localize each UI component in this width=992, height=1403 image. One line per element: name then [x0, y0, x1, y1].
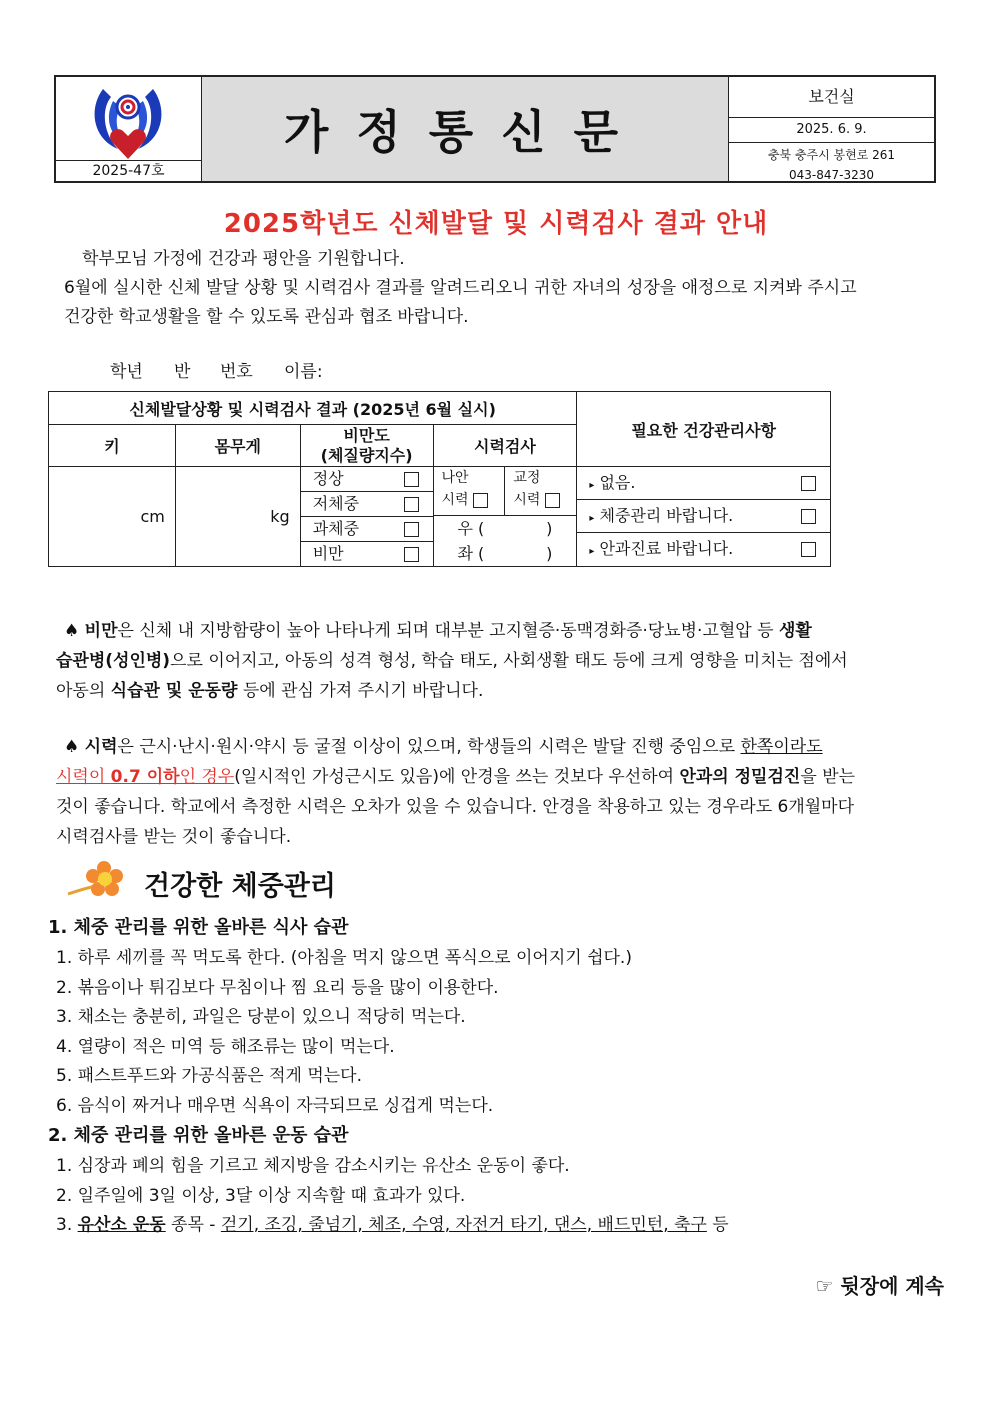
vision-note — [56, 732, 946, 852]
newsletter-title: 가정통신문 — [202, 77, 729, 181]
diet-item: 5. 패스트푸드와 가공식품은 적게 먹는다. — [56, 1066, 362, 1086]
obesity-option-label: 과체중 — [312, 519, 360, 538]
diet-item: 6. 음식이 짜거나 매우면 식욕이 자극되므로 싱겁게 먹는다. — [56, 1096, 494, 1116]
diet-title: 1. 체중 관리를 위한 올바른 식사 습관 — [48, 917, 349, 938]
exercise-item: 1. 심장과 폐의 힘을 기르고 체지방을 감소시키는 유산소 운동이 좋다. — [56, 1156, 570, 1176]
aerobic-mid: 종목 - — [165, 1215, 221, 1235]
vision-red-2: 인 경우 — [179, 767, 235, 787]
continue-note: ☞ 뒷장에 계속 — [815, 1274, 944, 1298]
header-info — [729, 77, 934, 181]
mgmt-header: 필요한 건강관리사항 — [577, 392, 831, 467]
vision-label: 시력 — [513, 492, 541, 508]
obesity-option[interactable] — [301, 517, 433, 542]
aerobic-end: 등 — [706, 1215, 729, 1235]
student-grade-label: 학년 — [110, 362, 143, 382]
weight-heading: 건강한 체중관리 — [144, 871, 336, 902]
aerobic-list: 걷기, 조깅, 줄넘기, 체조, 수영, 자전거 타기, 댄스, 배드민턴, 축구 — [220, 1215, 707, 1235]
office-name: 보건실 — [729, 77, 934, 118]
phone: 043-847-3230 — [788, 168, 874, 182]
obesity-cell — [300, 467, 433, 567]
weight-cell — [175, 467, 300, 567]
aerobic-num: 3. — [56, 1215, 78, 1235]
mgmt-option[interactable] — [577, 500, 830, 533]
checkbox[interactable] — [801, 509, 816, 524]
student-number-label: 번호 — [220, 362, 253, 382]
newsletter-header — [54, 75, 936, 183]
table-caption: 신체발달상황 및 시력검사 결과 (2025년 6월 실시) — [49, 392, 577, 425]
vision-text-5: 시력검사를 받는 것이 좋습니다. — [56, 827, 292, 847]
naked-vision[interactable] — [434, 467, 506, 515]
checkbox[interactable] — [404, 472, 419, 487]
diet-item: 3. 채소는 충분히, 과일은 당분이 있으니 적당히 먹는다. — [56, 1007, 466, 1027]
left-eye-close: ) — [546, 544, 553, 563]
checkbox[interactable] — [801, 476, 816, 491]
checkbox[interactable] — [404, 522, 419, 537]
col-height: 키 — [49, 425, 176, 467]
col-vision: 시력검사 — [433, 425, 577, 467]
mgmt-cell — [577, 467, 831, 567]
checkbox[interactable] — [545, 493, 560, 508]
contact-info — [729, 143, 934, 185]
col-weight: 몸무게 — [175, 425, 300, 467]
mgmt-option-label: 안과진료 바랍니다. — [599, 539, 734, 558]
height-cell — [49, 467, 176, 567]
address: 충북 충주시 봉현로 261 — [767, 148, 896, 162]
main-title: 2025학년도 신체발달 및 시력검사 결과 안내 — [223, 209, 769, 239]
mgmt-option-label: 없음. — [599, 473, 636, 492]
checkbox[interactable] — [801, 542, 816, 557]
arrow-icon: ▸ — [589, 513, 595, 524]
exercise-item-aerobic — [56, 1210, 729, 1240]
diet-item: 4. 열량이 적은 미역 등 해조류는 많이 먹는다. — [56, 1037, 395, 1057]
obesity-option[interactable] — [301, 467, 433, 492]
right-eye-row — [434, 516, 577, 541]
diet-item: 1. 하루 세끼를 꼭 먹도록 한다. (아침을 먹지 않으면 폭식으로 이어지기 쉽다.) — [56, 948, 632, 968]
vision-cell — [433, 467, 577, 567]
intro-line-1: 학부모님 가정에 건강과 평안을 기원합니다. — [82, 249, 405, 269]
aerobic-label: 유산소 운동 — [77, 1215, 166, 1235]
intro-line-3: 건강한 학교생활을 할 수 있도록 관심과 협조 바랍니다. — [64, 307, 469, 327]
vision-text-1: 은 근시·난시·원시·약시 등 굴절 이상이 있으며, 학생들의 시력은 발달 진행 중임으로 — [117, 737, 741, 757]
school-logo-box — [56, 77, 202, 181]
vision-red-1: 시력이 — [56, 767, 111, 787]
obesity-text-2: 으로 이어지고, 아동의 성격 형성, 학습 태도, 사회생활 태도 등에 크게 영향을 미치는 점에서 — [170, 651, 848, 671]
mgmt-option-label: 체중관리 바랍니다. — [599, 506, 734, 525]
intro-line-2: 6월에 실시한 신체 발달 상황 및 시력검사 결과를 알려드리오니 귀한 자녀의 성장을 애정으로 지켜봐 주시고 — [64, 278, 857, 298]
checkbox[interactable] — [404, 497, 419, 512]
results-table — [48, 391, 831, 567]
obesity-option-label: 비만 — [312, 544, 344, 563]
spade-icon: ♠ — [64, 621, 80, 641]
obesity-note — [56, 616, 936, 706]
exercise-title: 2. 체중 관리를 위한 올바른 운동 습관 — [48, 1125, 349, 1146]
student-class-label: 반 — [174, 362, 191, 382]
obesity-text-3: 아동의 — [56, 681, 111, 701]
student-name-label: 이름: — [284, 362, 323, 382]
obesity-term: 비만 — [84, 621, 118, 641]
obesity-option-label: 정상 — [312, 469, 344, 488]
school-logo-icon — [83, 79, 173, 163]
left-eye-label: 좌 ( — [457, 544, 485, 563]
obesity-bold-3: 식습관 및 운동량 — [110, 681, 238, 701]
issue-date: 2025. 6. 9. — [729, 118, 934, 143]
height-unit: cm — [140, 507, 165, 526]
checkbox[interactable] — [404, 547, 419, 562]
checkbox[interactable] — [473, 493, 488, 508]
vision-underline-1: 한쪽이라도 — [740, 737, 823, 757]
spade-icon: ♠ — [64, 737, 80, 757]
mgmt-option[interactable] — [577, 467, 830, 500]
vision-term: 시력 — [84, 737, 118, 757]
col-obesity: 비만도 (체질량지수) — [300, 425, 433, 467]
right-eye-close: ) — [546, 519, 553, 538]
left-eye-row — [434, 541, 577, 566]
right-eye-label: 우 ( — [457, 519, 485, 538]
corrected-vision[interactable] — [505, 467, 576, 515]
vision-type-row — [434, 467, 577, 516]
vision-text-2: (일시적인 가성근시도 있음)에 안경을 쓰는 것보다 우선하여 — [234, 767, 680, 787]
corrected-label: 교정 — [513, 470, 541, 486]
obesity-text-4: 등에 관심 가져 주시기 바랍니다. — [237, 681, 484, 701]
vision-text-3: 을 받는 — [800, 767, 855, 787]
obesity-option[interactable] — [301, 492, 433, 517]
mgmt-option[interactable] — [577, 533, 830, 565]
vision-bold: 안과의 정밀검진 — [679, 767, 801, 787]
flower-icon — [66, 858, 128, 900]
obesity-bold-2: 습관병(성인병) — [56, 651, 171, 671]
arrow-icon: ▸ — [589, 546, 595, 557]
vision-red-bold: 0.7 이하 — [110, 767, 180, 787]
obesity-text-1: 은 신체 내 지방함량이 높아 나타나게 되며 대부분 고지혈증·동맥경화증·당뇨병·고혈압 등 — [117, 621, 779, 641]
weight-unit: kg — [270, 507, 290, 526]
vision-label: 시력 — [441, 492, 469, 508]
obesity-bold-1: 생활 — [778, 621, 812, 641]
diet-item: 2. 볶음이나 튀김보다 무침이나 찜 요리 등을 많이 이용한다. — [56, 978, 499, 998]
vision-text-4: 것이 좋습니다. 학교에서 측정한 시력은 오차가 있을 수 있습니다. 안경을 착용하고 있는 경우라도 6개월마다 — [56, 797, 855, 817]
naked-label: 나안 — [441, 470, 469, 486]
arrow-icon: ▸ — [589, 480, 595, 491]
issue-number: 2025-47호 — [56, 160, 201, 181]
exercise-item: 2. 일주일에 3일 이상, 3달 이상 지속할 때 효과가 있다. — [56, 1186, 466, 1206]
obesity-option[interactable] — [301, 542, 433, 566]
obesity-option-label: 저체중 — [312, 494, 360, 513]
